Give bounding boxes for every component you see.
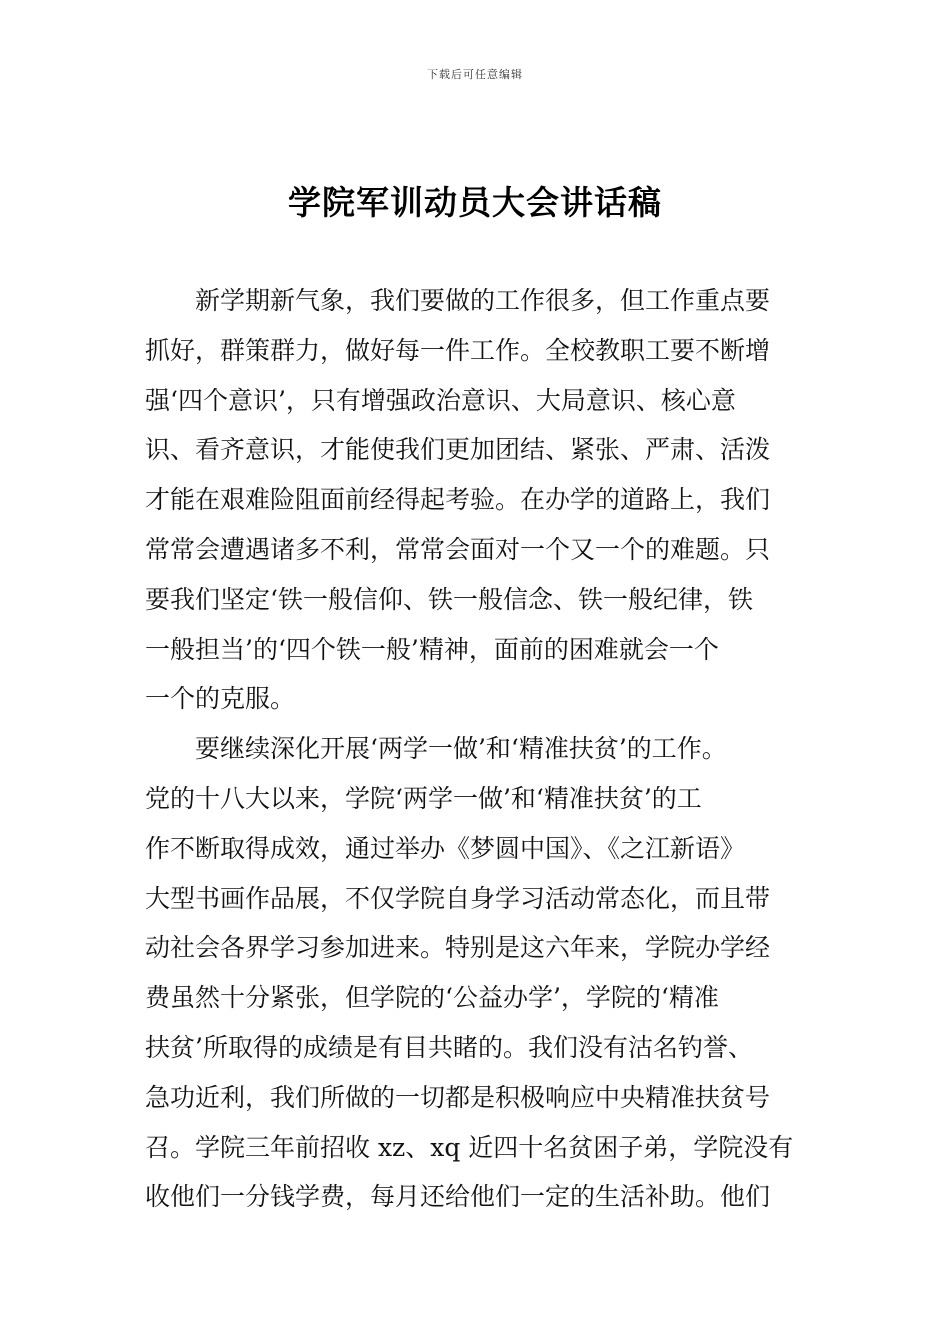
text-line: 常常会遭遇诸多不利，常常会面对一个又一个的难题。只	[145, 534, 771, 564]
text-line: 党的十八大以来，学院‘两学一做’和‘精准扶贫’的工	[145, 783, 702, 813]
text-line: 作不断取得成效，通过举办《梦圆中国》、《之江新语》	[145, 833, 746, 863]
text-line: 收他们一分钱学费，每月还给他们一定的生活补助。他们	[145, 1182, 771, 1212]
text-line: 扶贫’所取得的成绩是有目共睹的。我们没有沽名钓誉、	[145, 1032, 753, 1062]
text-line: 强‘四个意识’，只有增强政治意识、大局意识、核心意	[145, 385, 736, 415]
text-line: 抓好，群策群力，做好每一件工作。全校教职工要不断增	[145, 335, 771, 365]
text-line: 要我们坚定‘铁一般信仰、铁一般信念、铁一般纪律，铁	[145, 584, 753, 614]
paragraph	[145, 724, 845, 1222]
text-line: 一个的克服。	[145, 684, 296, 714]
text-line: 大型书画作品展，不仅学院自身学习活动常态化，而且带	[145, 883, 771, 913]
text-line: 识、看齐意识，才能使我们更加团结、紧张、严肃、活泼	[145, 435, 771, 465]
text-line: 一般担当’的‘四个铁一般’精神，面前的困难就会一个	[145, 634, 719, 664]
paragraph	[145, 276, 845, 724]
text-line: 急功近利，我们所做的一切都是积极响应中央精准扶贫号	[145, 1082, 771, 1112]
text-line: 新学期新气象，我们要做的工作很多，但工作重点要	[195, 286, 771, 315]
text-line: 要继续深化开展‘两学一做’和‘精准扶贫’的工作。	[195, 734, 727, 764]
text-line: 召。学院三年前招收 xz、xq 近四十名贫困子弟，学院没有	[145, 1132, 794, 1162]
text-line: 才能在艰难险阻面前经得起考验。在办学的道路上，我们	[145, 485, 771, 515]
text-line: 动社会各界学习参加进来。特别是这六年来，学院办学经	[145, 933, 771, 963]
document-title: 学院军训动员大会讲话稿	[288, 183, 662, 222]
document-body	[145, 276, 845, 1222]
header-note: 下载后可任意编辑	[427, 68, 523, 81]
text-line: 费虽然十分紧张，但学院的‘公益办学’，学院的‘精准	[145, 983, 719, 1013]
